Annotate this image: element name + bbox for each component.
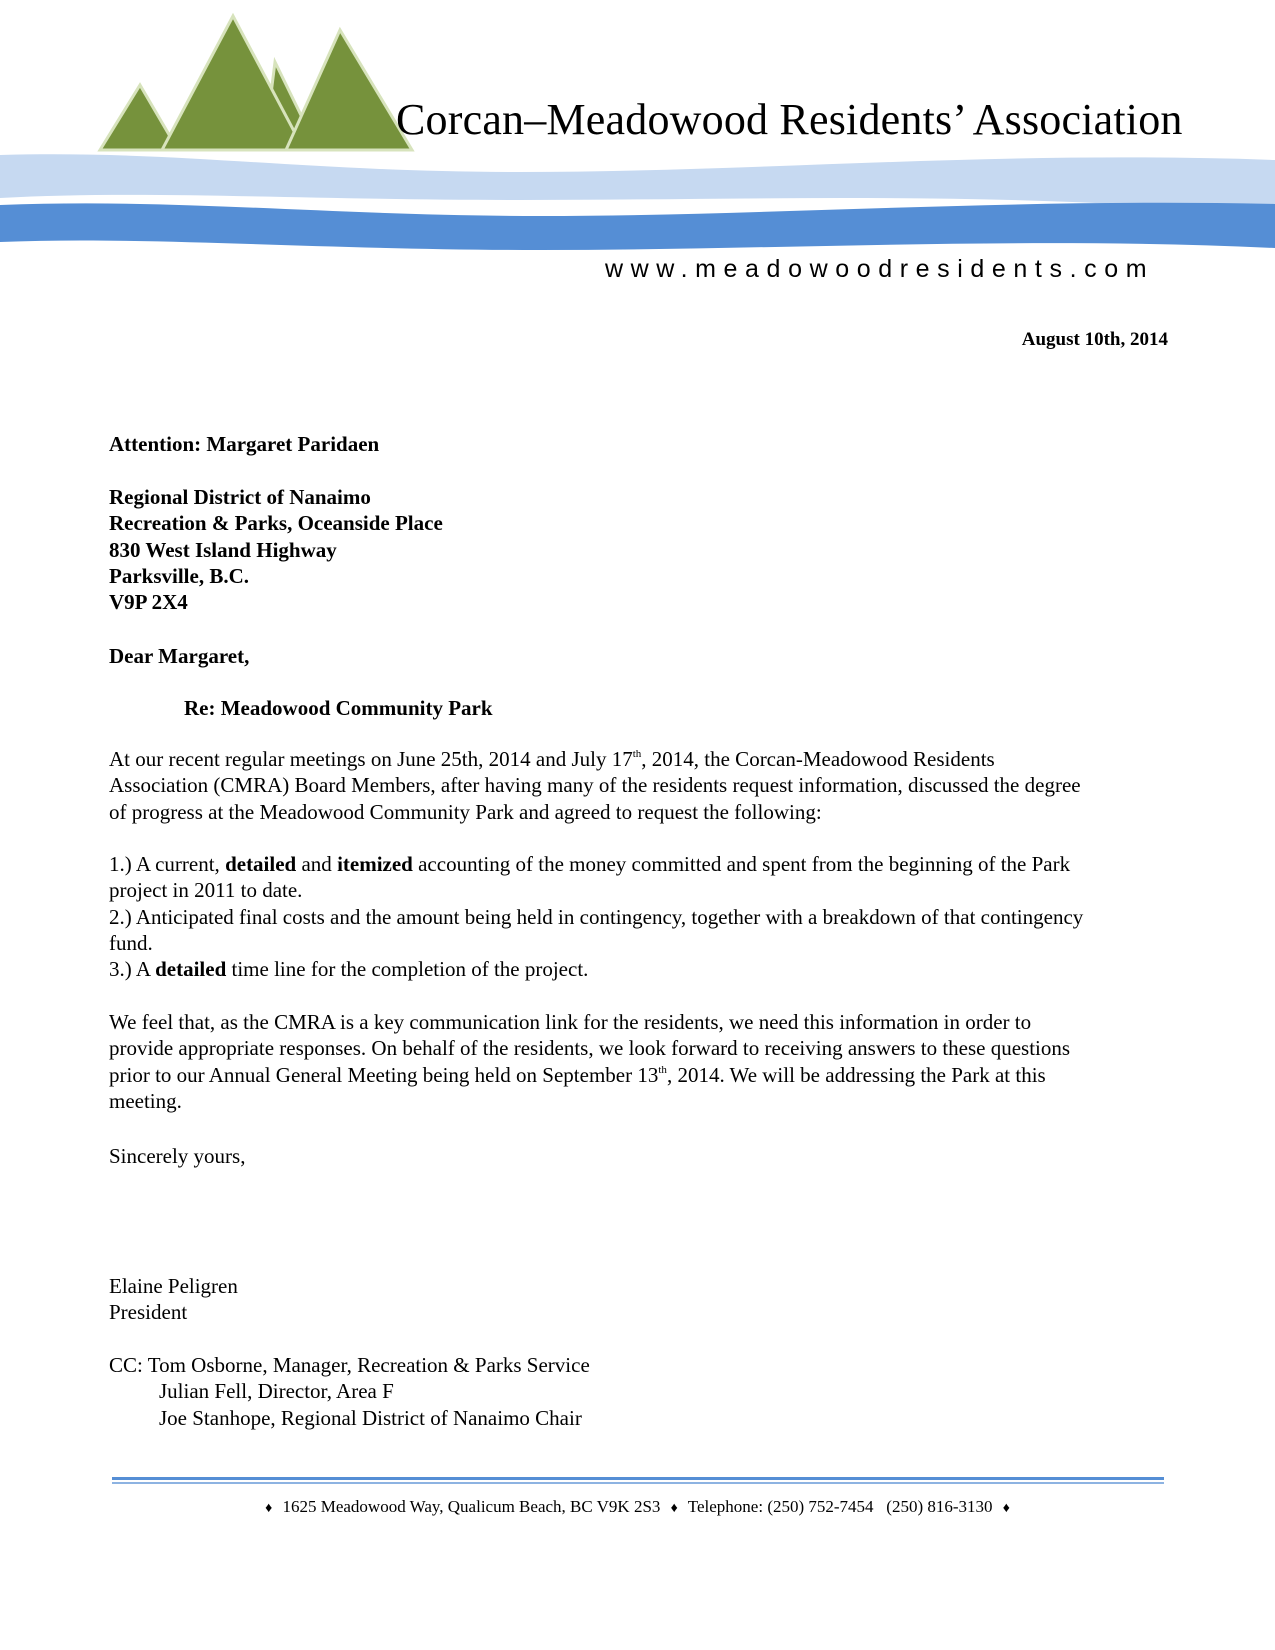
website-link[interactable]: www.meadowoodresidents.com <box>605 255 1155 283</box>
recipient-address <box>109 484 443 615</box>
list-item-2: 2.) Anticipated final costs and the amount being held in contingency, together with a breakdown of that contingency <box>109 904 1084 929</box>
attention-line: Attention: Margaret Paridaen <box>109 432 380 456</box>
diamond-icon: ♦ <box>1002 1501 1010 1516</box>
cc-list <box>109 1352 590 1431</box>
wave-dark <box>0 203 1275 250</box>
footer-divider <box>112 1477 1164 1485</box>
closing: Sincerely yours, <box>109 1144 246 1168</box>
cc-line: CC: Tom Osborne, Manager, Recreation & Parks Service <box>109 1353 590 1377</box>
subject-line: Re: Meadowood Community Park <box>184 696 493 720</box>
cc-line: Joe Stanhope, Regional District of Nanaimo Chair <box>159 1405 582 1430</box>
list-item-1: 1.) A current, detailed and itemized accounting of the money committed and spent from the beginning of the Park <box>109 852 1071 876</box>
signer-title: President <box>109 1300 188 1325</box>
paragraph-line: provide appropriate responses. On behalf of the residents, we look forward to receiving answers to these questions <box>109 1036 1071 1061</box>
paragraph-line: meeting. <box>109 1088 182 1113</box>
address-line: V9P 2X4 <box>109 590 188 615</box>
diamond-icon: ♦ <box>265 1501 273 1516</box>
paragraph-line: Association (CMRA) Board Members, after having many of the residents request information, discussed the degree <box>109 773 1081 798</box>
signature-block <box>109 1273 238 1326</box>
mountains-icon <box>100 16 412 150</box>
paragraph-line: We feel that, as the CMRA is a key communication link for the residents, we need this information in order to <box>109 1010 1032 1034</box>
list-item-3: 3.) A detailed time line for the completion of the project. <box>109 957 589 982</box>
address-line: 830 West Island Highway <box>109 537 337 562</box>
salutation: Dear Margaret, <box>109 644 250 668</box>
cc-line: Julian Fell, Director, Area F <box>159 1379 394 1404</box>
phone-number: (250) 752-7454 <box>767 1497 874 1516</box>
request-list <box>109 851 1083 982</box>
organization-name: Corcan–Meadowood Residents’ Association <box>396 95 1183 144</box>
footer-address: 1625 Meadowood Way, Qualicum Beach, BC V9K 2S3 <box>282 1497 661 1516</box>
list-item-1-continued: project in 2011 to date. <box>109 878 303 903</box>
phone-number: (250) 816-3130 <box>886 1497 993 1516</box>
signer-name: Elaine Peligren <box>109 1274 238 1298</box>
telephone-label: Telephone: <box>687 1497 764 1516</box>
body-paragraph-1 <box>109 746 1081 825</box>
letter-date: August 10th, 2014 <box>1021 329 1168 350</box>
address-line: Regional District of Nanaimo <box>109 485 371 509</box>
body-paragraph-2 <box>109 1009 1070 1114</box>
footer-contact <box>0 1497 1275 1517</box>
list-item-2-continued: fund. <box>109 930 153 955</box>
paragraph-line: prior to our Annual General Meeting being held on September 13th, 2014. We will be addressing the Park at this <box>109 1062 1046 1087</box>
address-line: Recreation & Parks, Oceanside Place <box>109 511 443 536</box>
paragraph-line: At our recent regular meetings on June 25th, 2014 and July 17th, 2014, the Corcan-Meadowood Residents <box>109 747 995 771</box>
paragraph-line: of progress at the Meadowood Community Park and agreed to request the following: <box>109 799 822 824</box>
address-line: Parksville, B.C. <box>109 563 249 588</box>
diamond-icon: ♦ <box>670 1501 678 1516</box>
